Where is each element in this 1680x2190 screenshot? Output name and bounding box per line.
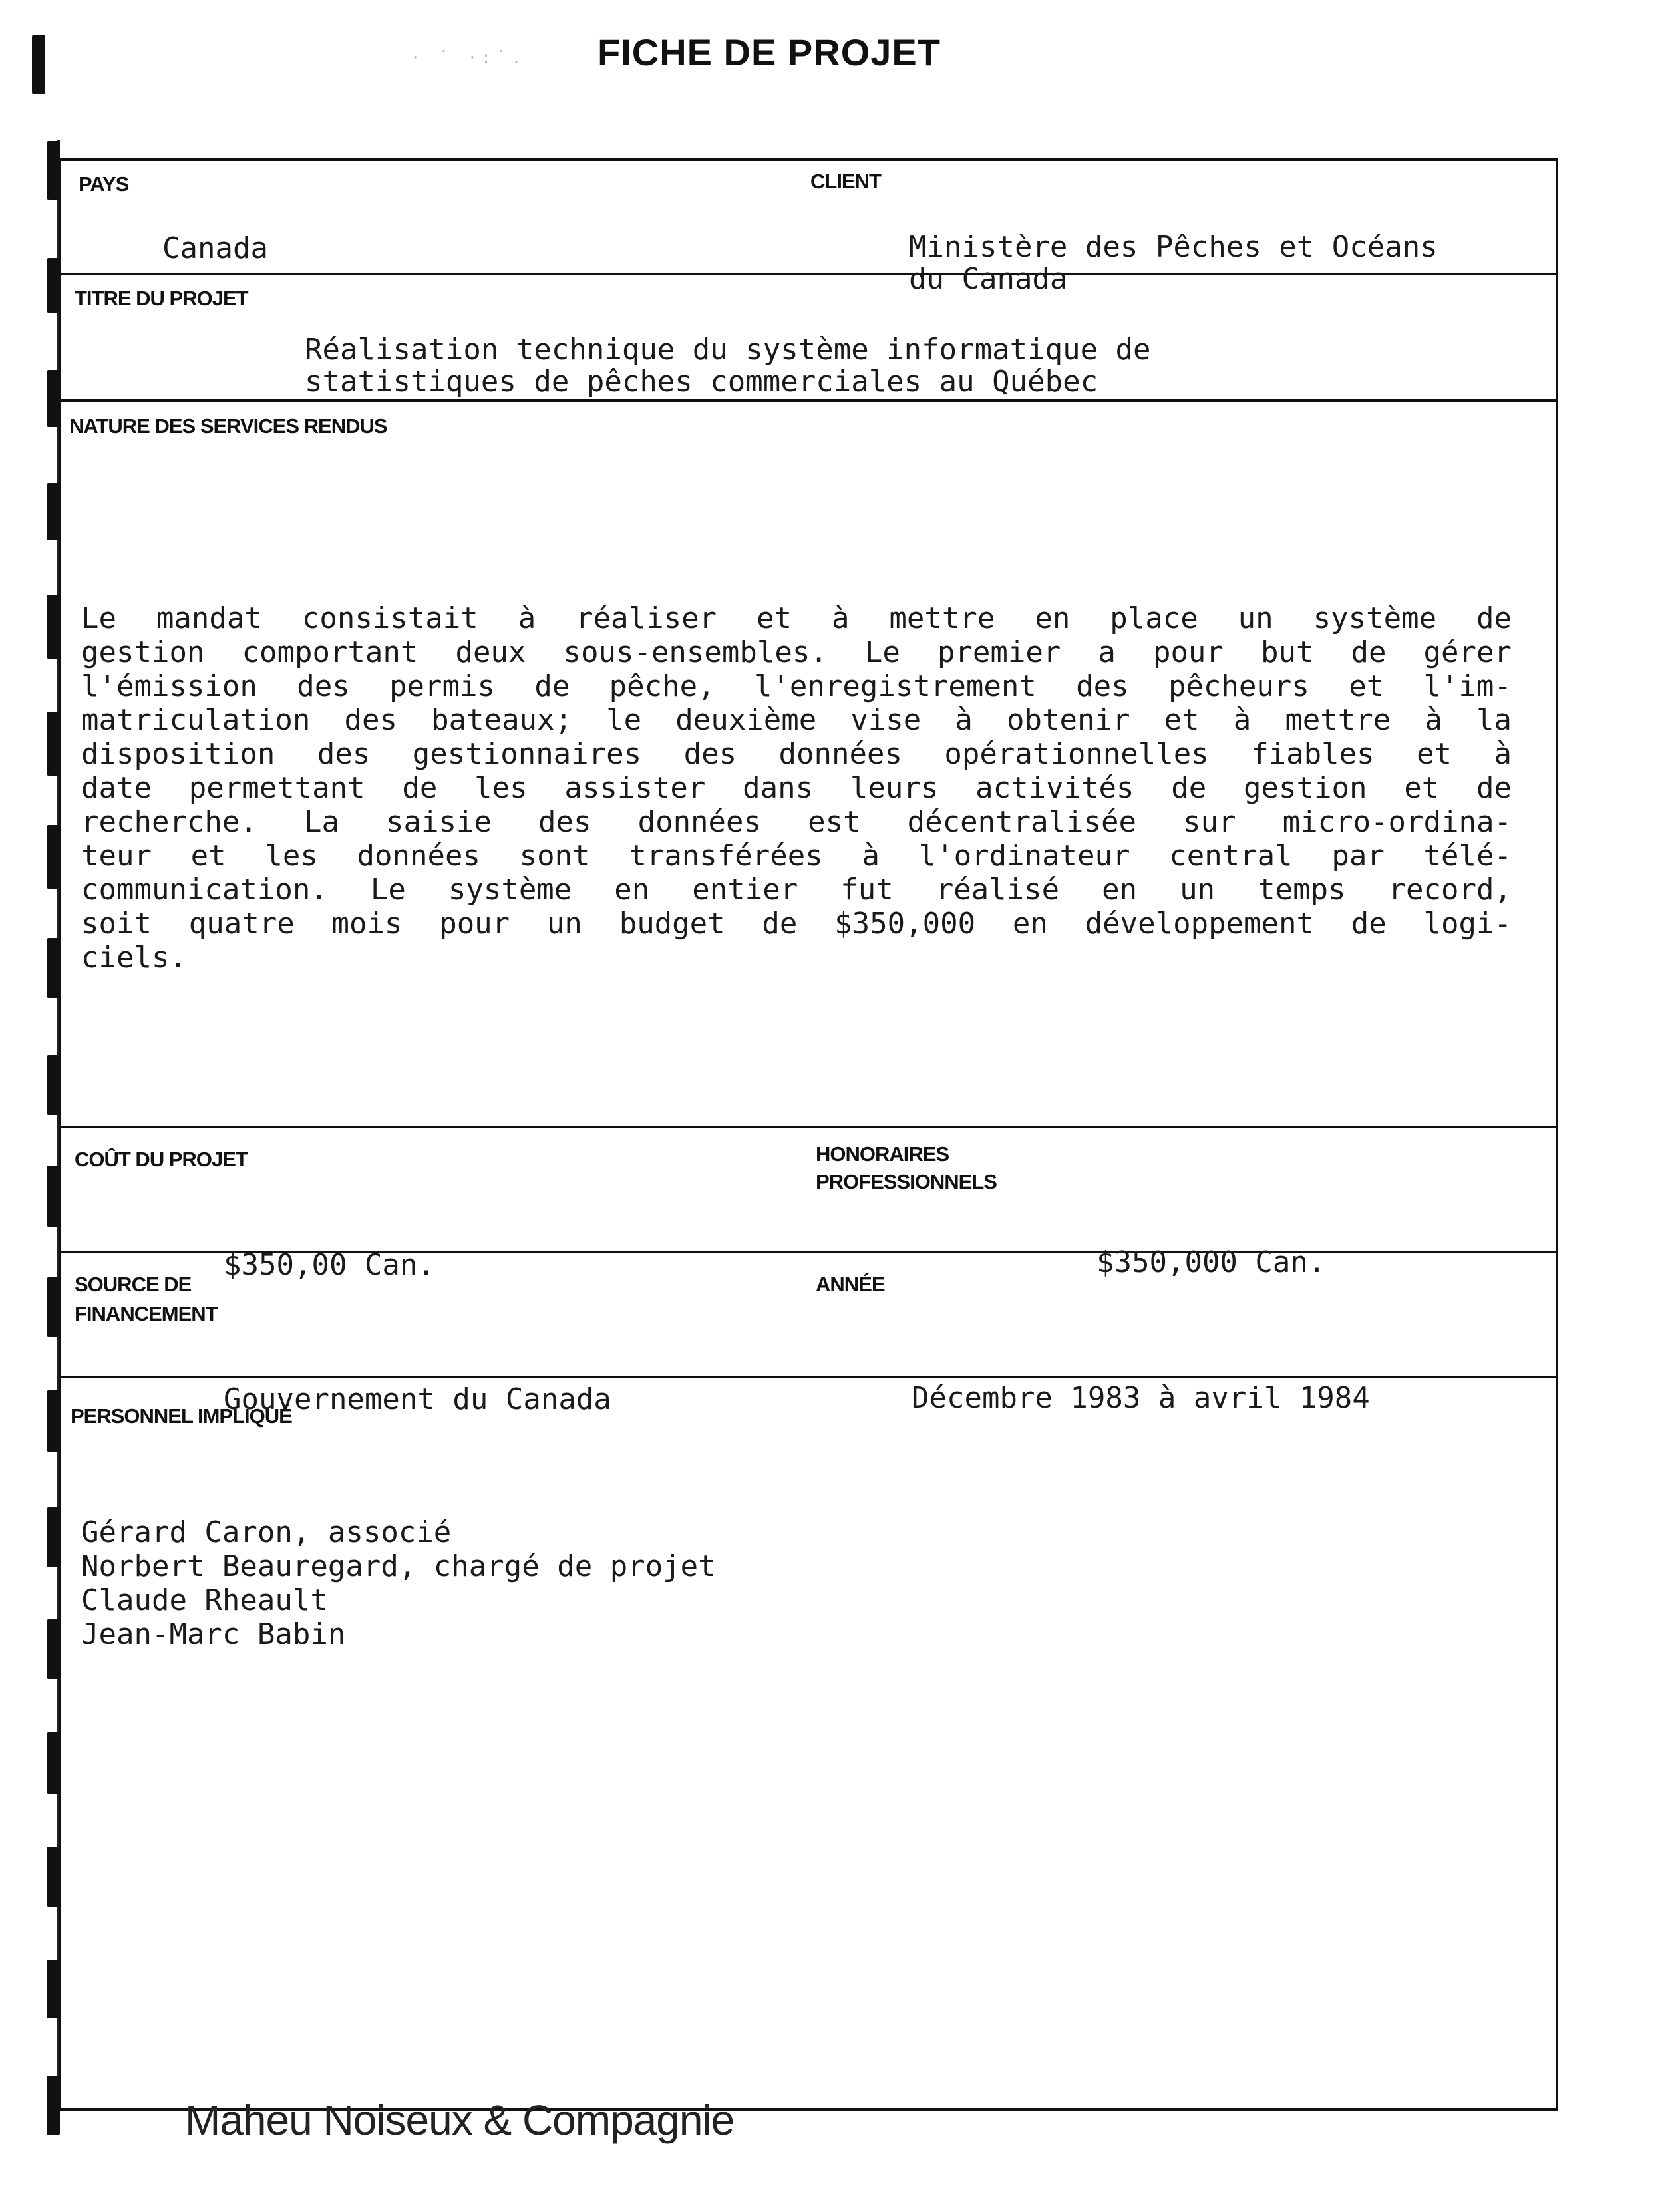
binding-mark [47, 1507, 60, 1567]
nature-line: recherche. La saisie des données est décentralisée sur micro-ordina- [81, 805, 1512, 839]
honoraires-label-line1: HONORAIRES [816, 1142, 949, 1166]
binding-mark [47, 712, 60, 776]
nature-description [81, 601, 1512, 975]
nature-label: NATURE DES SERVICES RENDUS [69, 414, 387, 438]
nature-line: l'émission des permis de pêche, l'enregistrement des pêcheurs et l'im- [81, 669, 1512, 703]
binding-mark [47, 1390, 60, 1452]
binding-mark [32, 35, 45, 94]
pays-value: Canada [162, 232, 268, 265]
nature-line: communication. Le système en entier fut réalisé en un temps record, [81, 873, 1512, 907]
page-title: FICHE DE PROJET [597, 31, 941, 73]
binding-mark [47, 141, 60, 200]
binding-mark [47, 1847, 60, 1907]
divider [59, 399, 1558, 402]
nature-line: teur et les données sont transférées à l'ordinateur central par télé- [81, 839, 1512, 873]
binding-mark [47, 1166, 60, 1227]
divider [59, 273, 1558, 275]
titre-label: TITRE DU PROJET [75, 287, 248, 310]
titre-value-line2: statistiques de pêches commerciales au Québec [305, 365, 1098, 398]
binding-mark [47, 483, 60, 540]
binding-mark [47, 1732, 60, 1794]
binding-mark [47, 370, 60, 427]
personnel-list [81, 1515, 716, 1651]
annee-value: Décembre 1983 à avril 1984 [912, 1381, 1370, 1415]
binding-mark [47, 2076, 60, 2135]
binding-mark [47, 1055, 60, 1115]
scan-specks: · ˙ ·:˙. [413, 48, 528, 68]
project-form [59, 158, 1558, 2111]
personnel-item: Norbert Beauregard, chargé de projet [81, 1549, 716, 1583]
nature-line: ciels. [81, 941, 187, 975]
nature-line: disposition des gestionnaires des données opérationnelles fiables et à [81, 737, 1512, 771]
nature-line: date permettant de les assister dans leurs activités de gestion et de [81, 771, 1512, 805]
binding-mark [47, 825, 60, 889]
divider [59, 1126, 1558, 1128]
nature-line: soit quatre mois pour un budget de $350,000 en développement de logi- [81, 907, 1512, 941]
binding-mark [47, 1277, 60, 1337]
binding-mark [47, 258, 60, 313]
client-value-line1: Ministère des Pêches et Océans [909, 230, 1438, 264]
binding-mark [47, 1619, 60, 1679]
source-label-line2: FINANCEMENT [75, 1302, 218, 1325]
client-value-line2: du Canada [909, 262, 1068, 296]
cout-label: COÛT DU PROJET [75, 1148, 248, 1171]
personnel-item: Claude Rheault [81, 1583, 328, 1617]
company-footer: Maheu Noiseux & Compagnie [185, 2096, 735, 2144]
binding-mark [47, 595, 60, 659]
personnel-label: PERSONNEL IMPLIQUÉ [71, 1404, 292, 1428]
cout-value: $350,00 Can. [224, 1248, 435, 1282]
honoraires-value: $350,000 Can. [1096, 1245, 1326, 1279]
honoraires-label-line2: PROFESSIONNELS [816, 1170, 997, 1193]
nature-line: matriculation des bateaux; le deuxième vise à obtenir et à mettre à la [81, 703, 1512, 737]
binding-mark [47, 938, 60, 998]
personnel-item: Gérard Caron, associé [81, 1515, 452, 1549]
binding-mark [47, 1960, 60, 2018]
nature-line: gestion comportant deux sous-ensembles. Le premier a pour but de gérer [81, 635, 1512, 669]
client-label: CLIENT [810, 170, 881, 193]
annee-label: ANNÉE [816, 1273, 885, 1296]
divider [59, 1376, 1558, 1378]
titre-value-line1: Réalisation technique du système informatique de [305, 333, 1151, 367]
pays-label: PAYS [79, 172, 129, 196]
source-label-line1: SOURCE DE [75, 1273, 192, 1296]
nature-line: Le mandat consistait à réaliser et à mettre en place un système de [81, 601, 1512, 635]
personnel-item: Jean-Marc Babin [81, 1617, 346, 1651]
source-value: Gouvernement du Canada [224, 1382, 611, 1416]
